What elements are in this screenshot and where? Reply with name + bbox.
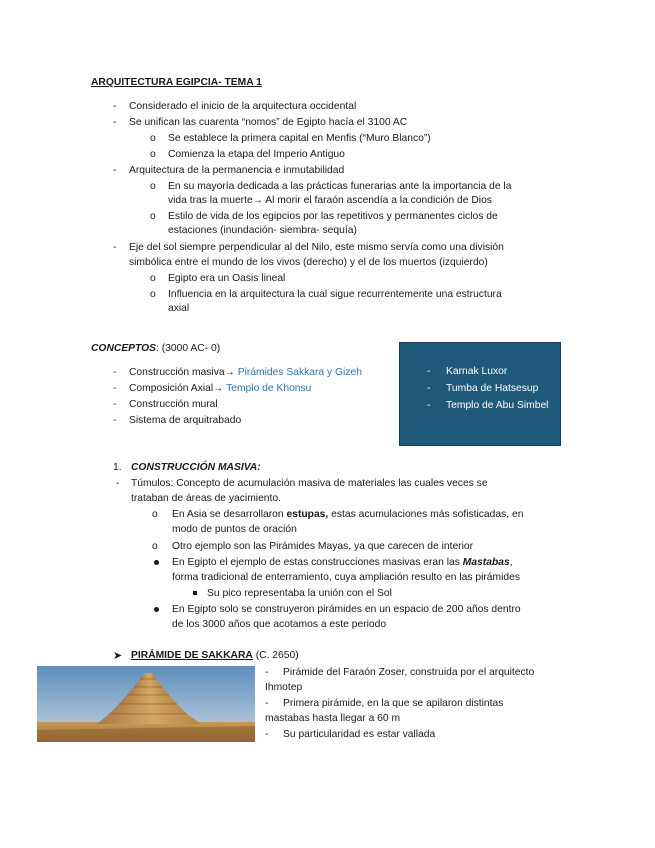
dash-marker: -: [113, 367, 117, 378]
intro-line-3b-1: Estilo de vida de los egipcios por las repetitivos y permanentes ciclos de: [168, 211, 498, 222]
sakkara-date: (C. 2650): [252, 650, 299, 661]
egipto-line-2: de los 3000 años que acotamos a este periodo: [172, 619, 387, 630]
sakkara-heading-line: [131, 649, 299, 663]
conceptos-heading: CONCEPTOS: [91, 343, 157, 354]
sakkara-line-1a: Pirámide del Faraón Zoser, construida por el arquitecto: [283, 667, 535, 678]
circle-marker: o: [150, 273, 156, 284]
sakkara-line-2b: mastabas hasta llegar a 60 m: [265, 713, 401, 724]
section-heading: CONSTRUCCIÓN MASIVA:: [131, 462, 261, 473]
concept-2-text: Composición Axial→: [129, 383, 227, 394]
circle-marker: o: [150, 289, 156, 300]
dash-marker: -: [265, 698, 269, 709]
sakkara-pyramid-image: [37, 666, 255, 742]
circle-marker: o: [152, 509, 158, 520]
mastabas-text-post: ,: [509, 557, 513, 568]
box-item-2: Tumba de Hatsesup: [446, 383, 539, 394]
intro-line-1: Considerado el inicio de la arquitectura occidental: [129, 101, 357, 112]
intro-line-4a: Egipto era un Oasis lineal: [168, 273, 286, 284]
intro-line-2: Se unifican las cuarenta “nomos” de Egipto hacía el 3100 AC: [129, 117, 408, 128]
circle-marker: o: [150, 149, 156, 160]
intro-line-4-1: Eje del sol siempre perpendicular al del Nilo, este mismo servía como una división: [129, 242, 504, 253]
circle-marker: o: [150, 211, 156, 222]
tumulos-line-2: trataban de áreas de yacimiento.: [131, 493, 281, 504]
mastabas-bold: Mastabas: [462, 557, 510, 568]
dash-marker: -: [113, 242, 117, 253]
dash-marker: -: [427, 366, 431, 377]
estupas-bold: estupas,: [286, 509, 329, 520]
dash-marker: -: [265, 729, 269, 740]
sakkara-line-3: Su particularidad es estar vallada: [283, 729, 436, 740]
intro-line-2b: Comienza la etapa del Imperio Antiguo: [168, 149, 345, 160]
sakkara-line-2a: Primera pirámide, en la que se apilaron distintas: [283, 698, 504, 709]
intro-line-3b-2: estaciones (inundación- siembra- sequía): [168, 225, 357, 236]
mastabas-text-pre: En Egipto el ejemplo de estas construcciones masivas eran las: [172, 557, 463, 568]
dash-marker: -: [427, 383, 431, 394]
concept-1: [129, 366, 362, 380]
estupas-line-1: [172, 508, 523, 522]
dash-marker: -: [116, 478, 120, 489]
intro-line-4b-2: axial: [168, 303, 190, 314]
estupas-text-pre: En Asia se desarrollaron: [172, 509, 287, 520]
sakkara-heading: PIRÁMIDE DE SAKKARA: [131, 650, 253, 661]
bullet-square-icon: [193, 587, 197, 601]
link-piramides[interactable]: Pirámides Sakkara y Gizeh: [237, 367, 362, 378]
conceptos-heading-line: [91, 342, 220, 356]
concept-2: [129, 382, 311, 396]
box-item-3: Templo de Abu Simbel: [446, 400, 549, 411]
bullet-dot-icon: [154, 556, 159, 570]
pyramid-photo-icon: [37, 666, 255, 742]
box-item-1: Karnak Luxor: [446, 366, 508, 377]
estupas-line-2: modo de puntos de oración: [172, 524, 297, 535]
examples-box: [399, 342, 561, 446]
estupas-text-post: estas acumulaciones más sofisticadas, en: [328, 509, 524, 520]
arrow-bullet-icon: ➤: [113, 650, 123, 662]
intro-line-3: Arquitectura de la permanencia e inmutabilidad: [129, 165, 345, 176]
bullet-dot-icon: [154, 603, 159, 617]
dash-marker: -: [113, 165, 117, 176]
dash-marker: -: [113, 415, 117, 426]
tumulos-line-1: Túmulos: Concepto de acumulación masiva de materiales las cuales veces se: [131, 478, 488, 489]
dash-marker: -: [113, 117, 117, 128]
mastabas-line-1: [172, 556, 513, 570]
dash-marker: -: [113, 399, 117, 410]
sakkara-line-1b: Ihmotep: [265, 682, 303, 693]
circle-marker: o: [152, 541, 158, 552]
intro-line-4b-1: Influencia en la arquitectura la cual sigue recurrentemente una estructura: [168, 289, 502, 300]
concept-1-text: Construcción masiva→: [129, 367, 238, 378]
intro-line-3a-1: En su mayoría dedicada a las prácticas funerarias ante la importancia de la: [168, 181, 512, 192]
concept-4: Sistema de arquitrabado: [129, 415, 242, 426]
page-title: ARQUITECTURA EGIPCIA- TEMA 1: [91, 77, 262, 88]
intro-line-2a: Se establece la primera capital en Menfis (“Muro Blanco”): [168, 133, 431, 144]
egipto-line-1: En Egipto solo se construyeron pirámides en un espacio de 200 años dentro: [172, 604, 521, 615]
conceptos-period: : (3000 AC- 0): [156, 343, 221, 354]
concept-3: Construcción mural: [129, 399, 218, 410]
mastabas-line-2: forma tradicional de enterramiento, cuya ampliación resulto en las pirámides: [172, 572, 520, 583]
link-templo-khonsu[interactable]: Templo de Khonsu: [226, 383, 312, 394]
dash-marker: -: [113, 101, 117, 112]
pico-line: Su pico representaba la unión con el Sol: [207, 588, 392, 599]
dash-marker: -: [265, 667, 269, 678]
circle-marker: o: [150, 133, 156, 144]
dash-marker: -: [427, 400, 431, 411]
intro-line-3a-2: vida tras la muerte→ Al morir el faraón ascendía a la condición de Dios: [168, 195, 492, 206]
section-number: 1.: [113, 462, 122, 473]
intro-line-4-2: simbólica entre el mundo de los vivos (derecho) y el de los muertos (izquierdo): [129, 257, 488, 268]
dash-marker: -: [113, 383, 117, 394]
mayas-line: Otro ejemplo son las Pirámides Mayas, ya que carecen de interior: [172, 541, 474, 552]
circle-marker: o: [150, 181, 156, 192]
